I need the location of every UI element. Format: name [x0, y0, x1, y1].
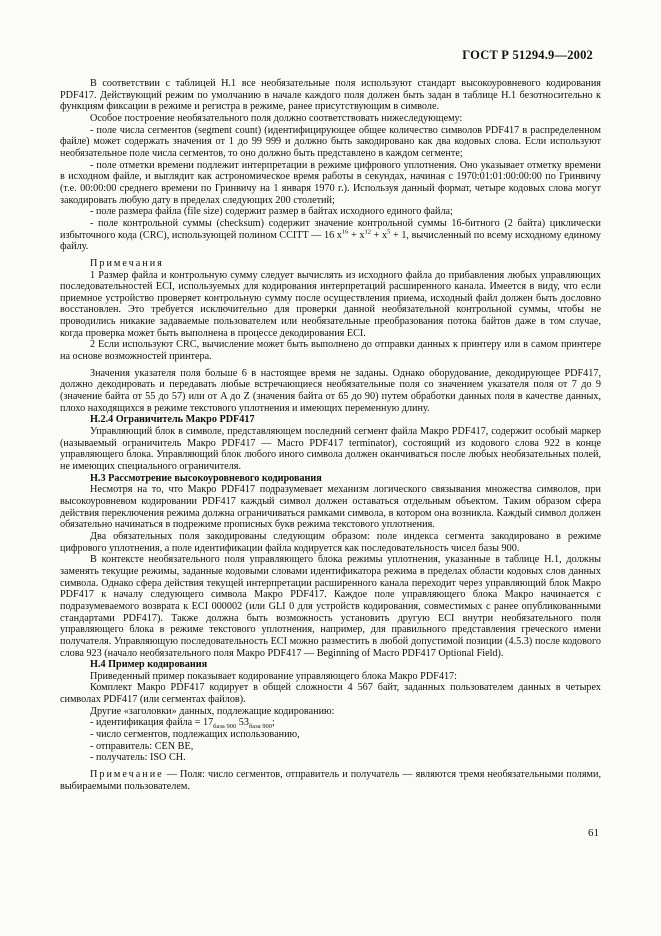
note-paragraph: [60, 769, 601, 792]
exponent: 5: [387, 228, 391, 236]
page-number: 61: [588, 827, 599, 839]
paragraph: Другие «заголовки» данных, подлежащие кодированию:: [90, 705, 335, 717]
list-item-file-id: [60, 717, 601, 729]
text-run: + 1, вычисленный по всему исходному единому файлу.: [60, 229, 601, 253]
text-run: 53: [236, 717, 249, 729]
note-text: — Поля: число сегментов, отправитель и получатель — являются тремя необязательными полями, выбираемыми пользователем.: [60, 769, 601, 792]
paragraph: Комплект Макро PDF417 кодирует в общей сложности 4 567 байт, заданных пользователем данных в четырех символах PDF417 (или сегментах файлов).: [60, 682, 601, 706]
text-run: - поле контрольной суммы (checksum) содержит значение контрольной суммы 16-битного (2 байта) циклически избыточного кода (CRC), использующей полином CCITT — 16 x: [60, 217, 601, 241]
paragraph: Два обязательных поля закодированы следующим образом: поле индекса сегмента закодировано в режиме цифрового уплотнения, а поле идентификации файла кодируется как последовательность чисел базы 900.: [60, 530, 601, 554]
note-item: 1 Размер файла и контрольную сумму следует вычислять из исходного файла до прибавления любых управляющих последовательностей ECI, используемых для кодирования интерпретаций расширенного канала. Имеется в виду, что если приемное устройство проверяет контрольную сумму после осуществления приема, исходный файл должен быть дословно восстановлен. Это требуется исключительно для проверки данной необязательной контрольной суммы, чтобы не проводились никакие задаваемые пользователем или необязательные преобразования потока байтов даже в том случае, когда проверка может быть выполнена в процессе декодирования ECI.: [60, 269, 601, 339]
section-heading: Н.4 Пример кодирования: [90, 659, 208, 671]
exponent: 12: [364, 228, 371, 236]
list-item: - поле размера файла (file size) содержит размер в байтах исходного единого файла;: [90, 206, 453, 218]
section-heading: Н.3 Рассмотрение высокоуровневого кодирования: [90, 472, 322, 484]
paragraph: Значения указателя поля больше 6 в настоящее время не заданы. Однако оборудование, декодирующее PDF417, должно декодировать и передавать любые встречающиеся необязательные поля со значением указателя поля от 7 до 9 (значение байта от 55 до 57) или от A до Z (значения байта от 65 до 90) путем обработки данных поля в качестве данных, плохо находящихся в режиме текстового уплотнения и имеющих переменную длину.: [60, 367, 601, 414]
paragraph: Несмотря на то, что Макро PDF417 подразумевает механизм логического связывания множества символов, при высокоуровневом кодировании PDF417 каждый символ должен оставаться отдельным объектом. Таким образом сфера действия переключения режима должна ограничиваться рамками символа, в котором она возникла. Каждый символ должен обязательно начинаться в подрежиме прописных букв режима текстового уплотнения.: [60, 484, 601, 531]
paragraph: Приведенный пример показывает кодирование управляющего блока Макро PDF417:: [90, 670, 457, 682]
paragraph: Управляющий блок в символе, представляющем последний сегмент файла Макро PDF417, содержит особый маркер (называемый ограничитель Макро PDF417 — Macro PDF417 terminator), состоящий из кодового слова 922 в конце управляющего блока. Управляющий блок любого иного символа должен оканчиваться после любых необязательных полей, не имеющих специального ограничителя.: [60, 426, 601, 472]
paragraph: В контексте необязательного поля управляющего блока режимы уплотнения, указанные в таблице Н.1, должны заменять текущие режимы, заданные кодовыми словами идентификатора режима в пределах области кодовых слов данных символа. Однако сфера действия текущей интерпретации расширенного канала переходит через управляющий блок Макро PDF417 к началу следующего символа Макро PDF417. Каждое поле управляющего блока Макро начинается с подразумеваемого возврата к ECI 000002 (или GLI 0 для устройств кодирования, совместимых с ранее опубликованными стандартами PDF417). Также должна быть возможность установить другую ECI внутри необязательного поля управляющего блока в режиме текстового уплотнения, например, для правильного представления греческого имени получателя. Управляющую последовательность ECI можно разместить в любой допустимой позиции (4.5.3) после кодового слова 923 (начало необязательного поля Макро PDF417 — Beginning of Macro PDF417 Optional Field).: [60, 554, 601, 659]
standard-designation: ГОСТ Р 51294.9—2002: [462, 48, 593, 62]
paragraph: Особое построение необязательного поля должно соответствовать нижеследующему:: [90, 112, 463, 124]
note-item: 2 Если используют CRC, вычисление может быть выполнено до отправки данных к принтеру или в самом принтере на основе возможностей принтера.: [60, 339, 601, 363]
exponent: 16: [341, 228, 349, 236]
document-body: [60, 78, 601, 792]
note-title: Примечания: [90, 257, 164, 269]
text-run: + x: [371, 229, 388, 241]
list-item: - поле числа сегментов (segment count) (идентифицирующее общее количество символов PDF417 в распределенном файле) может содержать значения от 1 до 99 999 и должно быть закодировано как два кодовых слова. Если используют необязательное поле числа сегментов, то оно должно быть представлено в каждом сегменте;: [60, 124, 601, 159]
text-run: ;: [271, 717, 275, 729]
paragraph: В соответствии с таблицей Н.1 все необязательные поля используют стандарт высокоуровневого кодирования PDF417. Действующий режим по умолчанию в начале каждого поля должен быть задан в таблице Н.1 безотносительно к функциям фиксации в режиме и регистра в режиме, ранее присутствующим в символе.: [60, 78, 601, 113]
section-heading: Н.2.4 Ограничитель Макро PDF417: [90, 414, 255, 426]
list-item: - получатель: ISO CH.: [90, 752, 186, 764]
text-run: + x: [348, 229, 365, 241]
subscript: база 900: [248, 723, 272, 731]
list-item: - отправитель: CEN BE,: [90, 740, 194, 752]
subscript: база 900: [213, 723, 237, 731]
note-title: Примечание: [90, 769, 164, 781]
list-item: - поле отметки времени подлежит интерпретации в режиме цифрового уплотнения. Оно указывает отметку времени в исходном файле, и выглядит как астрономическое время работы в секундах, начиная с 1970:01:01:00:00:00 по Гринвичу (т.е. 00:00:00 среднего времени по Гринвичу на 1 января 1970 г.). Используя данный формат, четыре кодовых слова могут закодировать любую дату в пределах следующих 200 столетий;: [60, 159, 601, 206]
text-run: - идентификация файла = 17: [90, 717, 214, 729]
list-item-checksum: [60, 218, 601, 253]
list-item: - число сегментов, подлежащих использованию,: [90, 729, 300, 741]
